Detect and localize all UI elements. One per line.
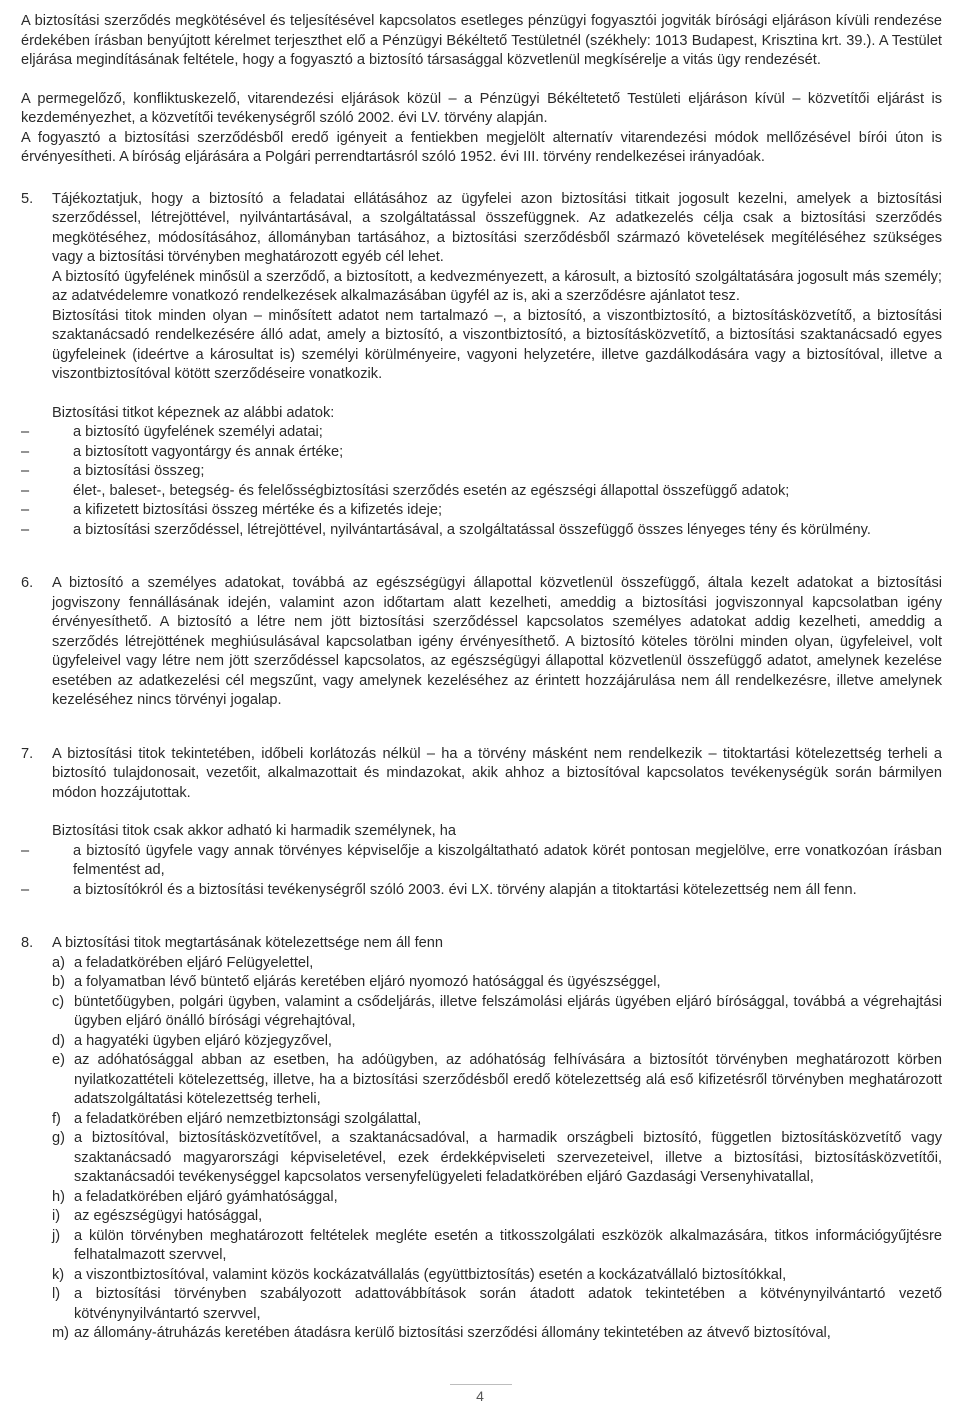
list-item: – a kifizetett biztosítási összeg mértéke és a kifizetés ideje; <box>21 502 443 518</box>
list-item: – a biztosított vagyontárgy és annak értéke; <box>21 443 344 460</box>
list-item: – a biztosítási összeg; <box>21 463 205 479</box>
section-7-paragraph-1: A biztosítási titok tekintetében, időbeli korlátozás nélkül – ha a törvény másként nem rendelkezik – titoktartási kötelezettség terheli a biztosító tulajdonosait, vezetőit, alkalmazottait és mindazokat, akik ahhoz a biztosítóval kapcsolatos tevékenységük során bármilyen módon hozzájutottak. <box>52 745 942 801</box>
list-item: i) az egészségügyi hatósággal, <box>52 1208 263 1224</box>
intro-paragraph-2: A permegelőző, konfliktuskezelő, vitarendezési eljárások közül – a Pénzügyi Békéltetető Testületi eljáráson kívül – közvetítői eljárást is kezdeményezhet, a közvetítői tevékenységről szóló 2002. évi LV. törvény alapján. <box>21 90 942 126</box>
intro-paragraph-3: A fogyasztó a biztosítási szerződésből eredő igényeit a fentiekben megjelölt alternatív vitarendezési módok mellőzésével bírói úton is érvényesítheti. A bíróság eljárására a Polgári perrendtartásról szóló 1952. évi III. törvény rendelkezései irányadóak. <box>21 129 942 165</box>
page-number: 4 <box>476 1388 484 1404</box>
section-8 <box>21 934 942 1344</box>
list-item: g) a biztosítóval, biztosításközvetítővel, a szaktanácsadóval, a harmadik országbeli biztosító, független biztosításközvetítő vagy szaktanácsadó magyarországi képviseletével, ezek érdekképviseleti szervezeteivel, illetve a biztosítási, biztosításközvetítői, szaktanácsadói tevékenységgel kapcsolatos versenyfelügyeleti feladatkörében eljáró Gazdasági Versenyhivatallal, <box>52 1130 942 1185</box>
exemptions-list <box>52 954 942 1344</box>
footer-divider <box>450 1384 512 1385</box>
list-item: – a biztosító ügyfelének személyi adatai; <box>21 424 323 440</box>
secret-data-list <box>21 423 942 540</box>
section-number: 5. <box>21 190 34 207</box>
list-item: j) a külön törvényben meghatározott feltételek megléte esetén a titkosszolgálati eszközök alkalmazására, titkos információgyűjtésre felhatalmazott szervvel, <box>52 1227 942 1263</box>
section-number: 6. <box>21 575 34 591</box>
section-8-paragraph-1: A biztosítási titok megtartásának kötelezettsége nem áll fenn <box>52 935 444 951</box>
section-6 <box>21 574 942 711</box>
section-6-paragraph-1: A biztosító a személyes adatokat, továbbá az egészségügyi állapottal közvetlenül összefüggő, általa kezelt adatokat a biztosítási jogviszony fennállásának idején, valamint azon időtartam alatt kezelheti, ameddig a biztosítási jogviszonnyal kapcsolatban igény érvényesíthető. A biztosító a létre nem jött biztosítási szerződéssel kapcsolatos személyes adatokat addig kezelheti, ameddig a szerződés létrejöttének meghiúsulásával kapcsolatban igény érvényesíthető. A biztosító köteles törölni minden olyan, ügyfeleivel, volt ügyfeleivel vagy létre nem jött szerződéssel kapcsolatos, az egészségügyi állapottal közvetlenül összefüggő adatot, amelynek kezelése esetében az adatkezelési cél megszűnt, vagy amelynek kezeléséhez az érintett hozzájárulása nem áll rendelkezésre, illetve amelynek kezeléséhez nincs törvényi jogalap. <box>52 575 942 708</box>
section-number: 7. <box>21 745 34 762</box>
list-item: a) a feladatkörében eljáró Felügyelettel, <box>52 954 314 971</box>
list-item: – a biztosítókról és a biztosítási tevékenységről szóló 2003. évi LX. törvény alapján a titoktartási kötelezettség nem áll fenn. <box>21 881 857 898</box>
list-item: c) büntetőügyben, polgári ügyben, valamint a csődeljárás, illetve felszámolási eljárás ügyében eljáró bírósággal, továbbá a végrehajtási ügyben eljáró önálló bírósági végrehajtóval, <box>52 993 942 1029</box>
list-item: f) a feladatkörében eljáró nemzetbiztonsági szolgálattal, <box>52 1110 422 1127</box>
section-7 <box>21 745 942 901</box>
list-item: – a biztosítási szerződéssel, létrejöttével, nyilvántartásával, a szolgáltatással összefüggő összes lényeges tény és körülmény. <box>21 521 871 538</box>
list-item: m) az állomány-átruházás keretében átadásra kerülő biztosítási szerződési állomány tekintetében az átvevő biztosítóval, <box>52 1325 831 1341</box>
list-item: – a biztosító ügyfele vagy annak törvényes képviselője a kiszolgáltatható adatok körét pontosan megjelölve, erre vonatkozóan írásban felmentést ad, <box>21 842 942 878</box>
document-page <box>21 12 942 1344</box>
section-5 <box>21 190 942 541</box>
section-5-paragraph-3: Biztosítási titok minden olyan – minősített adatot nem tartalmazó –, a biztosító, a viszontbiztosító, a biztosításközvetítő, a biztosítási szaktanácsadó rendelkezésére álló adat, amely a biztosító, a viszontbiztosító, a biztosításközvetítő, a biztosítási szaktanácsadó egyes ügyfeleinek (ideértve a károsultat is) személyi körülményeire, vagyoni helyzetére, illetve gazdálkodására vagy a biztosítóval, illetve a viszontbiztosítóval kötött szerződéseire vonatkozik. <box>52 307 942 382</box>
list-item: l) a biztosítási törvényben szabályozott adattovábbítások során átadott adatok tekintetében a kötvénynyilvántartó vezető kötvénynyilvántartó szervvel, <box>52 1286 942 1322</box>
section-5-paragraph-2: A biztosító ügyfelének minősül a szerződő, a biztosított, a kedvezményezett, a károsult, a biztosító szolgáltatására jogosult más személy; az adatvédelemre vonatkozó rendelkezések alkalmazásában ügyfél az is, aki a szerződésre ajánlatot tesz. <box>52 268 942 304</box>
section-5-paragraph-1: Tájékoztatjuk, hogy a biztosító a feladatai ellátásához az ügyfelei azon biztosítási titkait jogosult kezelni, amelyek a biztosítási szerződéssel, létrejöttével, nyilvántartásával, a szolgáltatással összefüggnek. Az adatkezelés célja csak a biztosítási szerződés megkötéséhez, módosításához, állományban tartásához, a biztosítási szerződésből származó követelések megítéléséhez szükséges vagy a biztosítási törvényben meghatározott egyéb cél lehet. <box>52 190 942 265</box>
section-5-paragraph-4: Biztosítási titkot képeznek az alábbi adatok: <box>52 404 335 421</box>
list-item: k) a viszontbiztosítóval, valamint közös kockázatvállalás (együttbiztosítás) esetén a kockázatvállaló biztosítókkal, <box>52 1266 787 1283</box>
section-number: 8. <box>21 935 34 951</box>
intro-paragraph-1: A biztosítási szerződés megkötésével és teljesítésével kapcsolatos esetleges pénzügyi fogyasztói jogviták bírósági eljáráson kívüli rendezése érdekében írásban benyújtott kérelmet terjeszthet elő a Pénzügyi Békéltető Testületnél (székhely: 1013 Budapest, Krisztina krt. 39.). A Testület eljárása megindításának feltétele, hogy a fogyasztó a biztosító társasággal közvetlenül megkísérelje a vitás ügy rendezését. <box>21 13 942 68</box>
list-item: e) az adóhatósággal abban az esetben, ha adóügyben, az adóhatóság felhívására a biztosítót törvényben meghatározott körben nyilatkozattételi kötelezettség, illetve, ha a biztosítási szerződésből eredő kötelezettség alá eső kifizetésről törvényben meghatározott adatszolgáltatási kötelezettség terheli, <box>52 1052 942 1107</box>
list-item: b) a folyamatban lévő büntető eljárás keretében eljáró nyomozó hatósággal és ügyészséggel, <box>52 974 661 990</box>
list-item: h) a feladatkörében eljáró gyámhatósággal, <box>52 1188 338 1205</box>
disclosure-conditions-list <box>21 842 942 901</box>
list-item: – élet-, baleset-, betegség- és felelősségbiztosítási szerződés esetén az egészségi állapottal összefüggő adatok; <box>21 482 790 499</box>
list-item: d) a hagyatéki ügyben eljáró közjegyzővel, <box>52 1032 332 1049</box>
section-7-paragraph-2: Biztosítási titok csak akkor adható ki harmadik személynek, ha <box>52 823 456 839</box>
